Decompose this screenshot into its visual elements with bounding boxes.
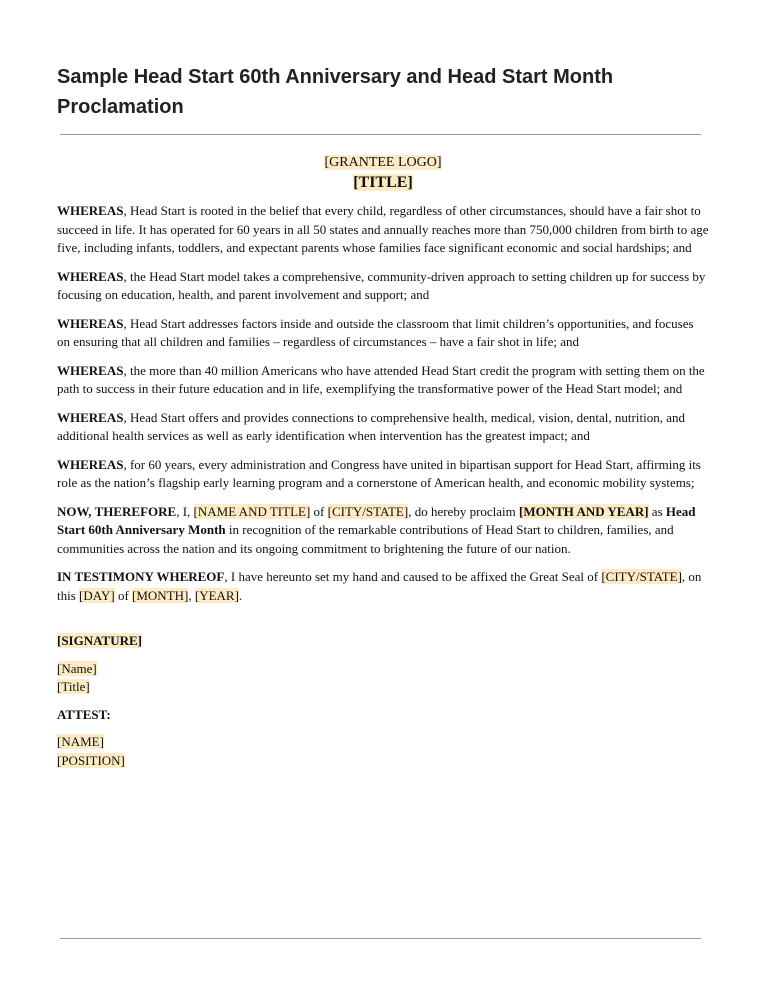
top-divider [60, 134, 701, 135]
page-title-rest: Head Start 60th Anniversary and Head Start Month Proclamation [57, 66, 614, 118]
name-title-placeholder: [NAME AND TITLE] [193, 503, 311, 519]
document-title-placeholder: [TITLE] [353, 174, 413, 191]
text-fragment: , I have hereunto set my hand and caused to be affixed the Great Seal of [224, 569, 602, 584]
whereas-paragraph-5 [57, 409, 709, 446]
attest-position-placeholder: [POSITION] [57, 752, 125, 768]
whereas-label: WHEREAS [57, 203, 124, 218]
whereas-text: , Head Start offers and provides connections to comprehensive health, medical, vision, dental, nutrition, and additional health services as well as early identification when intervention has the greatest impact; and [57, 409, 685, 443]
whereas-paragraph-6 [57, 456, 709, 493]
bottom-divider [60, 938, 701, 939]
city-state-placeholder: [CITY/STATE] [327, 503, 409, 519]
grantee-logo-placeholder: [GRANTEE LOGO] [324, 155, 442, 170]
whereas-label: WHEREAS [57, 362, 124, 378]
whereas-text: , for 60 years, every administration and Congress have united in bipartisan support for Head Start, affirming its role as the nation’s flagship early learning program and a cornerstone of American health, and economic mobility systems; [57, 456, 701, 490]
whereas-text: , the more than 40 million Americans who have attended Head Start credit the program with setting them on the path to success in their future education and in life, exemplifying the transformative power of the Head Start model; and [57, 362, 705, 396]
text-fragment: as [648, 503, 666, 519]
whereas-text: , Head Start addresses factors inside and outside the classroom that limit children’s opportunities, and focuses on ensuring that all children and families – regardless of circumstances – have a fair shot in life; and [57, 315, 694, 349]
testimony-city-placeholder: [CITY/STATE] [601, 569, 682, 584]
text-fragment: of [310, 503, 328, 519]
testimony-label: IN TESTIMONY WHEREOF [57, 569, 225, 584]
text-fragment: . [238, 587, 243, 603]
attest-name-placeholder: [NAME] [57, 734, 104, 749]
signer-name-line [57, 660, 709, 679]
whereas-text: , Head Start is rooted in the belief that every child, regardless of other circumstances, should have a fair shot to succeed in life. It has operated for 60 years in all 50 states and annually reaches more than 750,000 children from birth to age five, including infants, toddlers, and expectant parents whose families face significant economic and social hardships; and [57, 203, 709, 255]
text-fragment: , on this [57, 569, 702, 603]
whereas-paragraph-1 [57, 202, 709, 258]
whereas-label: WHEREAS [57, 456, 124, 472]
month-placeholder: [MONTH] [132, 587, 189, 603]
text-fragment: , [188, 587, 195, 603]
whereas-label: WHEREAS [57, 268, 124, 284]
proclamation-paragraph [57, 503, 709, 559]
whereas-label: WHEREAS [57, 409, 124, 425]
day-placeholder: [DAY] [79, 587, 115, 603]
signature-block [57, 632, 709, 770]
text-fragment: , I, [176, 503, 194, 519]
whereas-paragraph-3 [57, 315, 709, 352]
whereas-text: , the Head Start model takes a comprehensive, community-driven approach to setting children up for success by focusing on education, health, and parent involvement and support; and [57, 268, 706, 302]
month-year-placeholder: [MONTH AND YEAR] [519, 503, 649, 519]
anniversary-month-name: Head Start 60th Anniversary Month [57, 503, 696, 537]
attest-name-line [57, 733, 709, 752]
signature-placeholder: [SIGNATURE] [57, 633, 142, 648]
signer-name-placeholder: [Name] [57, 660, 97, 676]
whereas-paragraph-4 [57, 362, 709, 399]
text-fragment: in recognition of the remarkable contributions of Head Start to children, families, and communities across the nation and its ongoing commitment to brightening the future of our nation. [57, 522, 674, 556]
signer-title-placeholder: [Title] [57, 679, 90, 694]
document-title-line [57, 172, 709, 194]
whereas-paragraph-2 [57, 268, 709, 305]
page-title [57, 62, 697, 122]
text-fragment: , do hereby proclaim [408, 503, 520, 519]
grantee-logo-line [57, 153, 709, 172]
page-title-bold: Sample [57, 66, 129, 88]
proclamation-body [57, 153, 709, 770]
now-therefore-label: NOW, THEREFORE [57, 503, 177, 519]
text-fragment: of [114, 587, 133, 603]
attest-label: ATTEST: [57, 706, 111, 722]
testimony-paragraph [57, 568, 709, 605]
whereas-label: WHEREAS [57, 315, 124, 331]
year-placeholder: [YEAR] [194, 587, 239, 603]
signature-line [57, 632, 709, 651]
attest-label-line [57, 706, 709, 725]
signer-title-line [57, 678, 709, 697]
attest-position-line [57, 752, 709, 771]
